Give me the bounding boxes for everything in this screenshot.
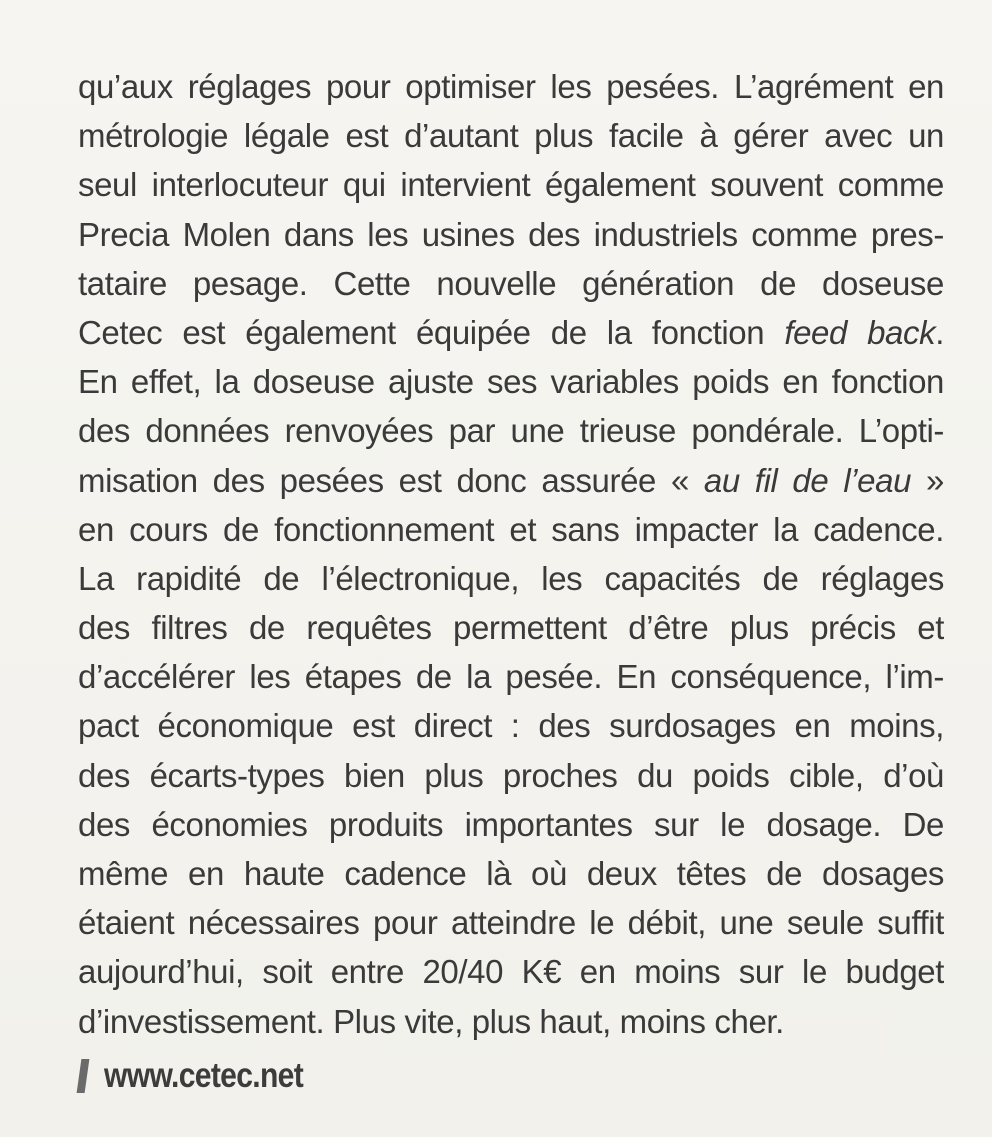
article-line: Precia Molen dans les usines des industriels comme pres- bbox=[78, 215, 944, 253]
article-line: tataire pesage. Cette nouvelle génération de doseuse bbox=[78, 264, 944, 302]
article-body bbox=[78, 62, 944, 1046]
article-line: En effet, la doseuse ajuste ses variables poids en fonction bbox=[78, 363, 944, 401]
italic-term: feed back bbox=[784, 313, 936, 351]
website-url[interactable]: www.cetec.net bbox=[104, 1056, 304, 1095]
article-line bbox=[78, 456, 944, 505]
article-line: même en haute cadence là où deux têtes de dosages bbox=[78, 855, 944, 892]
article-line: aujourd’hui, soit entre 20/40 K€ en moins sur le budget bbox=[78, 953, 944, 991]
article-text: . bbox=[935, 313, 944, 351]
article-line: qu’aux réglages pour optimiser les pesées. L’agrément en bbox=[78, 68, 944, 105]
article-line: seul interlocuteur qui intervient également souvent comme bbox=[78, 166, 944, 204]
article-line: des écarts-types bien plus proches du poids cible, d’où bbox=[78, 756, 944, 794]
article-text: misation des pesées est donc assurée « bbox=[78, 461, 704, 499]
article-line: métrologie légale est d’autant plus facile à gérer avec un bbox=[78, 117, 944, 155]
italic-term: au fil de l’eau bbox=[703, 461, 912, 499]
article-line: La rapidité de l’électronique, les capacités de réglages bbox=[78, 559, 944, 597]
article-line: des économies produits importantes sur le dosage. De bbox=[78, 805, 944, 843]
article-line: en cours de fonctionnement et sans impacter la cadence. bbox=[78, 510, 944, 548]
article-line: des filtres de requêtes permettent d’être plus précis et bbox=[78, 609, 944, 647]
slash-mark-icon bbox=[76, 1059, 90, 1093]
article-line: d’accélérer les étapes de la pesée. En conséquence, l’im- bbox=[78, 658, 944, 696]
article-line bbox=[78, 308, 944, 357]
article-line: pact économique est direct : des surdosages en moins, bbox=[78, 707, 944, 745]
article-line: d’investissement. Plus vite, plus haut, moins cher. bbox=[78, 1002, 784, 1040]
article-line: étaient nécessaires pour atteindre le débit, une seule suffit bbox=[78, 904, 944, 942]
website-link[interactable] bbox=[76, 1054, 335, 1098]
article-text: Cetec est également équipée de la fonction bbox=[78, 313, 765, 351]
article-line: des données renvoyées par une trieuse pondérale. L’opti- bbox=[78, 412, 944, 450]
article-text: » bbox=[911, 461, 944, 499]
